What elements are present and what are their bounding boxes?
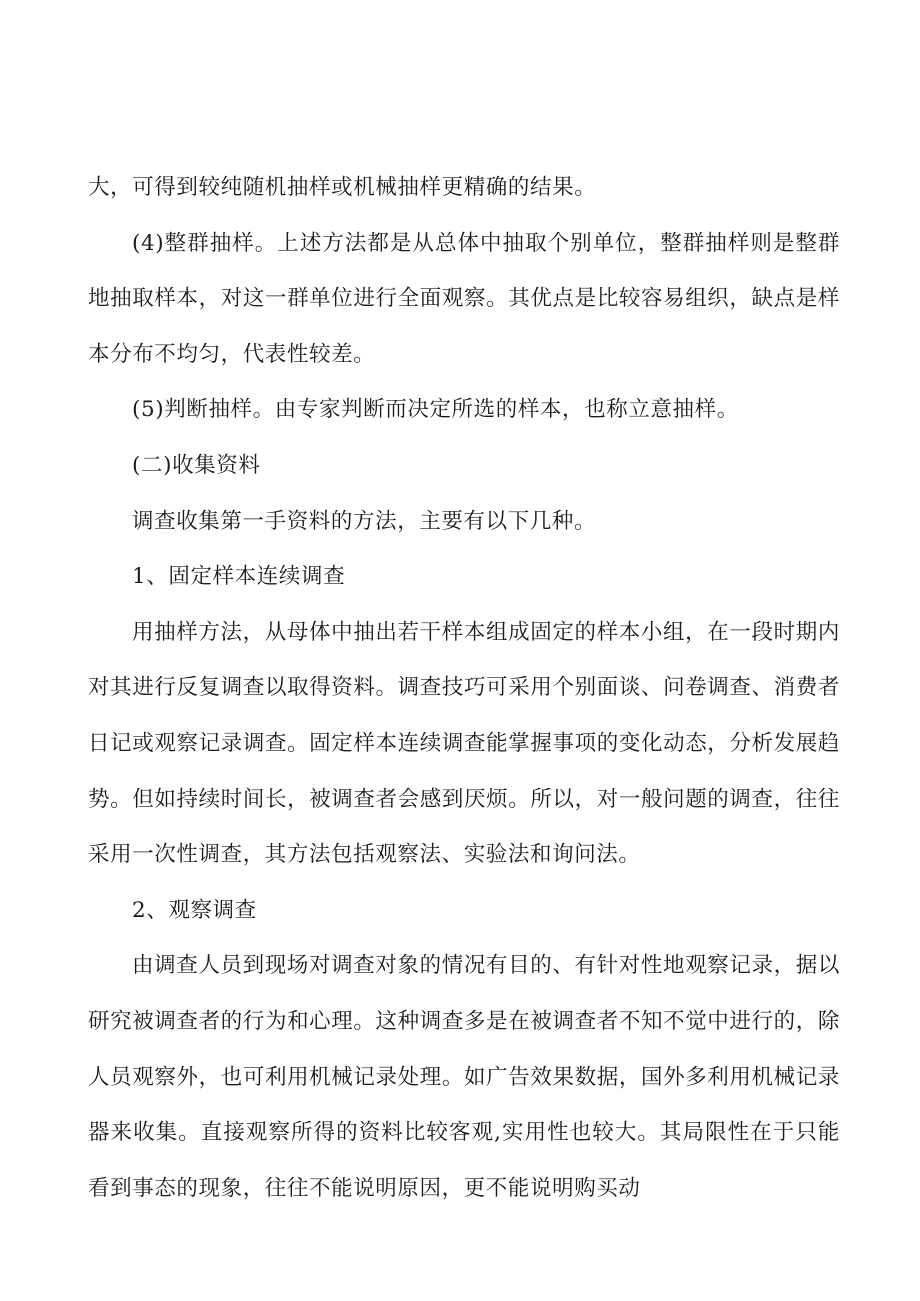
paragraph-cluster-sampling: (4)整群抽样。上述方法都是从总体中抽取个别单位，整群抽样则是整群地抽取样本，对这一群单位进行全面观察。其优点是比较容易组织，缺点是样本分布不均匀，代表性较差。	[88, 230, 840, 367]
paragraph-judgment-sampling: (5)判断抽样。由专家判断而决定所选的样本，也称立意抽样。	[132, 397, 739, 423]
paragraph-observation: 由调查人员到现场对调查对象的情况有目的、有针对性地观察记录，据以研究被调查者的行为和心理。这种调查多是在被调查者不知不觉中进行的，除人员观察外，也可利用机械记录处理。如广告效果数据，国外多利用机械记录器来收集。直接观察所得的资料比较客观,实用性也较大。其局限性在于只能看到事态的现象，往往不能说明原因，更不能说明购买动	[88, 953, 840, 1201]
paragraph-methods-intro: 调查收集第一手资料的方法，主要有以下几种。	[132, 508, 597, 534]
paragraph-continuation: 大，可得到较纯随机抽样或机械抽样更精确的结果。	[88, 175, 597, 200]
document-body	[88, 160, 840, 1216]
subheading-observation: 2、观察调查	[132, 897, 257, 923]
paragraph-fixed-sample: 用抽样方法，从母体中抽出若干样本组成固定的样本小组，在一段时期内对其进行反复调查以取得资料。调查技巧可采用个别面谈、问卷调查、消费者日记或观察记录调查。固定样本连续调查能掌握事项的变化动态，分析发展趋势。但如持续时间长，被调查者会感到厌烦。所以，对一般问题的调查，往往采用一次性调查，其方法包括观察法、实验法和询问法。	[88, 619, 840, 868]
section-heading-collect-data: (二)收集资料	[132, 452, 261, 478]
subheading-fixed-sample: 1、固定样本连续调查	[132, 564, 346, 590]
